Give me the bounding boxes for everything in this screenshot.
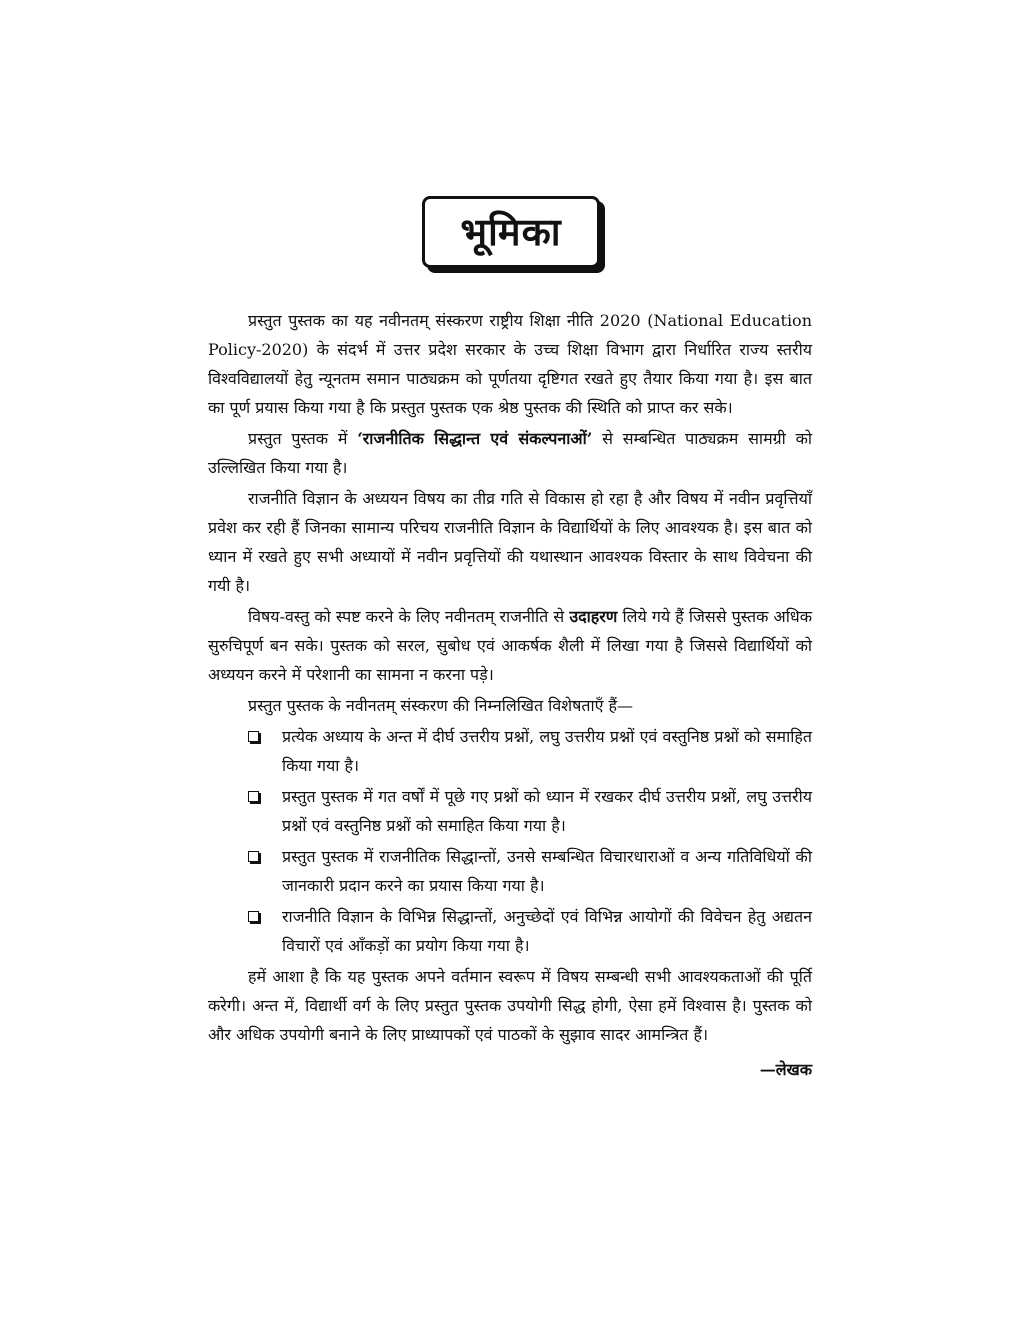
preface-body <box>208 306 812 1084</box>
paragraph-1: प्रस्तुत पुस्तक का यह नवीनतम् संस्करण राष्ट्रीय शिक्षा नीति 2020 (National Education Policy-2020) के संदर्भ में उत्तर प्रदेश सरकार के उच्च शिक्षा विभाग द्वारा निर्धारित राज्य स्तरीय विश्वविद्यालयों हेतु न्यूनतम समान पाठ्यक्रम को पूर्णतया दृष्टिगत रखते हुए तैयार किया गया है। इस बात का पूर्ण प्रयास किया गया है कि प्रस्तुत पुस्तक एक श्रेष्ठ पुस्तक की स्थिति को प्राप्त कर सके। <box>208 311 812 417</box>
square-bullet-icon <box>248 911 259 922</box>
feature-text: राजनीति विज्ञान के विभिन्न सिद्धान्तों, अनुच्छेदों एवं विभिन्न आयोगों की विवेचन हेतु अद्यतन विचारों एवं आँकड़ों का प्रयोग किया गया है। <box>282 907 812 955</box>
square-bullet-icon <box>248 851 259 862</box>
feature-text: प्रस्तुत पुस्तक में राजनीतिक सिद्धान्तों, उनसे सम्बन्धित विचारधाराओं व अन्य गतिविधियों की जानकारी प्रदान करने का प्रयास किया गया है। <box>282 847 812 895</box>
paragraph-4-emphasis: उदाहरण <box>569 607 618 626</box>
paragraph-4-end: लिये गये हैं जिससे पुस्तक अधिक सुरुचिपूर्ण बन सके। पुस्तक को सरल, सुबोध एवं आकर्षक शैली में लिखा गया है जिससे विद्यार्थियों को अध्ययन करने में परेशानी का सामना न करना पड़े। <box>208 607 812 684</box>
list-item <box>208 722 812 780</box>
paragraph-2 <box>208 424 812 482</box>
title-box <box>422 196 600 268</box>
square-bullet-icon <box>248 731 259 742</box>
feature-text: प्रत्येक अध्याय के अन्त में दीर्घ उत्तरीय प्रश्नों, लघु उत्तरीय प्रश्नों एवं वस्तुनिष्ठ प्रश्नों को समाहित किया गया है। <box>282 727 812 775</box>
paragraph-2-emphasis: ‘राजनीतिक सिद्धान्त एवं संकल्पनाओं’ <box>357 429 593 448</box>
paragraph-4-start: विषय-वस्तु को स्पष्ट करने के लिए नवीनतम् राजनीति से <box>248 607 570 626</box>
paragraph-2-start: प्रस्तुत पुस्तक में <box>248 429 358 448</box>
paragraph-3: राजनीति विज्ञान के अध्ययन विषय का तीव्र गति से विकास हो रहा है और विषय में नवीन प्रवृत्तियाँ प्रवेश कर रही हैं जिनका सामान्य परिचय राजनीति विज्ञान के विद्यार्थियों के लिए आवश्यक है। इस बात को ध्यान में रखते हुए सभी अध्यायों में नवीन प्रवृत्तियों की यथास्थान आवश्यक विस्तार के साथ विवेचना की गयी है। <box>208 489 812 595</box>
closing-paragraph: हमें आशा है कि यह पुस्तक अपने वर्तमान स्वरूप में विषय सम्बन्धी सभी आवश्यकताओं की पूर्ति करेगी। अन्त में, विद्यार्थी वर्ग के लिए प्रस्तुत पुस्तक उपयोगी सिद्ध होगी, ऐसा हमें विश्वास है। पुस्तक को और अधिक उपयोगी बनाने के लिए प्राध्यापकों एवं पाठकों के सुझाव सादर आमन्त्रित हैं। <box>208 967 812 1044</box>
page-title: भूमिका <box>460 210 562 254</box>
paragraph-2-end: से सम्बन्धित पाठ्यक्रम सामग्री को उल्लिखित किया गया है। <box>208 429 813 477</box>
list-item <box>208 902 812 960</box>
author-signature: —लेखक <box>759 1060 812 1079</box>
list-item <box>208 842 812 900</box>
square-bullet-icon <box>248 791 259 802</box>
features-list <box>208 722 812 960</box>
list-item <box>208 782 812 840</box>
paragraph-4 <box>208 602 812 689</box>
features-intro: प्रस्तुत पुस्तक के नवीनतम् संस्करण की निम्नलिखित विशेषताएँ हैं— <box>248 696 634 715</box>
feature-text: प्रस्तुत पुस्तक में गत वर्षों में पूछे गए प्रश्नों को ध्यान में रखकर दीर्घ उत्तरीय प्रश्नों, लघु उत्तरीय प्रश्नों एवं वस्तुनिष्ठ प्रश्नों को समाहित किया गया है। <box>282 787 812 835</box>
